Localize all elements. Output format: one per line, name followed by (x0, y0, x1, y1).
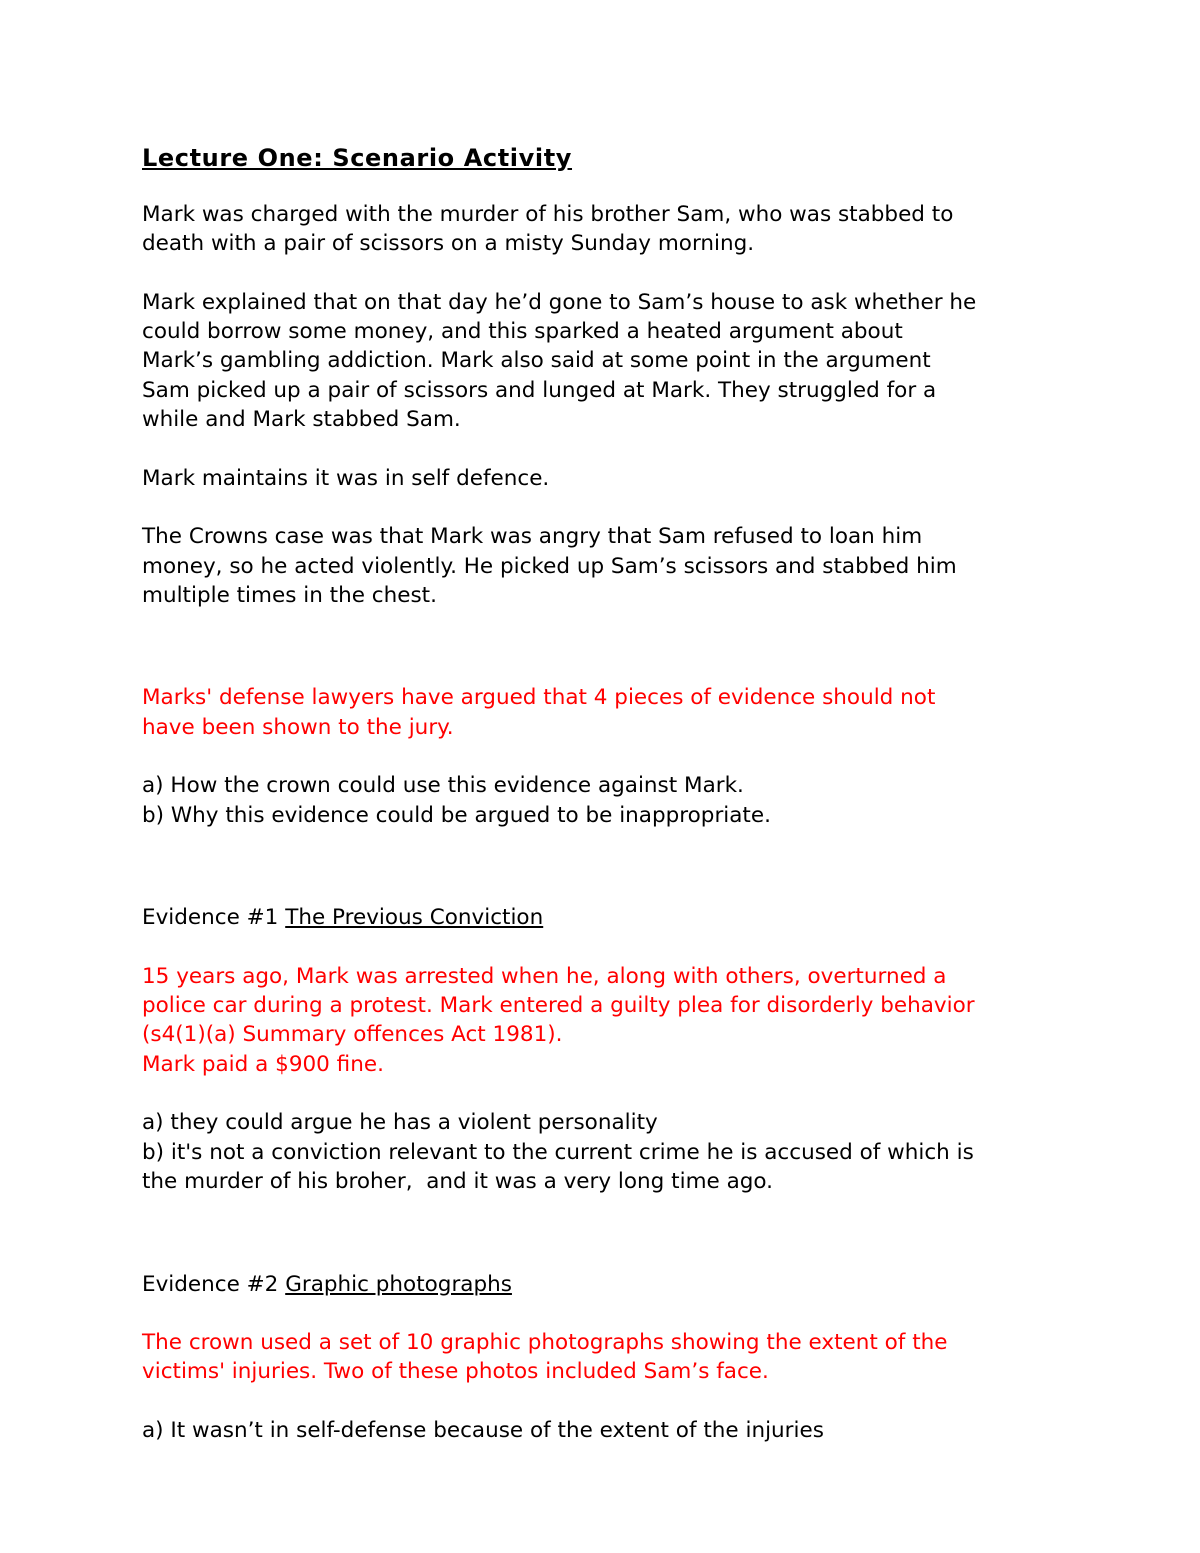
evidence-1-description (142, 962, 1082, 1079)
evidence-title: Graphic photographs (285, 1271, 512, 1297)
text-line: have been shown to the jury. (142, 714, 454, 740)
text-line: The crown used a set of 10 graphic photographs showing the extent of the (142, 1330, 948, 1356)
paragraph-gap (142, 1079, 1082, 1108)
paragraph-gap (142, 610, 1082, 654)
evidence-prefix: Evidence #2 (142, 1271, 286, 1297)
text-line: Marks' defense lawyers have argued that 4 pieces of evidence should not (142, 685, 936, 711)
intro-paragraph-1 (142, 200, 1082, 259)
intro-paragraph-2 (142, 288, 1082, 434)
paragraph-gap (142, 1299, 1082, 1328)
paragraph-gap (142, 493, 1082, 522)
paragraph-gap (142, 654, 1082, 683)
evidence-1-answers (142, 1108, 1082, 1196)
text-line: death with a pair of scissors on a misty Sunday morning. (142, 231, 755, 257)
intro-paragraph-4 (142, 522, 1082, 610)
paragraph-gap (142, 1387, 1082, 1416)
paragraph-gap (142, 830, 1082, 874)
evidence-1-heading (142, 903, 1082, 932)
document-title: Lecture One: Scenario Activity (142, 144, 573, 172)
evidence-2-answers (142, 1416, 1082, 1445)
question-line: b) Why this evidence could be argued to be inappropriate. (142, 802, 771, 828)
text-line: victims' injuries. Two of these photos included Sam’s face. (142, 1359, 769, 1385)
text-line: money, so he acted violently. He picked up Sam’s scissors and stabbed him (142, 553, 957, 579)
document-body (142, 140, 1082, 1445)
text-line: police car during a protest. Mark entered a guilty plea for disorderly behavior (142, 993, 975, 1019)
paragraph-gap (142, 874, 1082, 903)
text-line: (s4(1)(a) Summary offences Act 1981). (142, 1022, 563, 1048)
text-line: Mark was charged with the murder of his brother Sam, who was stabbed to (142, 202, 954, 227)
paragraph-gap (142, 742, 1082, 771)
evidence-2-description (142, 1328, 1082, 1387)
answer-line: b) it's not a conviction relevant to the current crime he is accused of which is (142, 1139, 974, 1165)
paragraph-gap (142, 1196, 1082, 1240)
text-line: 15 years ago, Mark was arrested when he, along with others, overturned a (142, 963, 947, 989)
text-line: Mark maintains it was in self defence. (142, 465, 550, 491)
text-line: multiple times in the chest. (142, 582, 437, 608)
text-line: could borrow some money, and this sparked a heated argument about (142, 319, 903, 345)
task-instruction (142, 683, 1082, 742)
intro-paragraph-3 (142, 464, 1082, 493)
answer-line: the murder of his broher, and it was a very long time ago. (142, 1168, 774, 1194)
paragraph-gap (142, 434, 1082, 463)
text-line: The Crowns case was that Mark was angry that Sam refused to loan him (142, 524, 923, 550)
paragraph-gap (142, 259, 1082, 288)
text-line: Mark explained that on that day he’d gone to Sam’s house to ask whether he (142, 289, 977, 315)
evidence-prefix: Evidence #1 (142, 905, 286, 931)
task-questions (142, 771, 1082, 830)
answer-line: a) they could argue he has a violent personality (142, 1110, 658, 1136)
evidence-2-heading (142, 1270, 1082, 1299)
answer-line: a) It wasn’t in self-defense because of the extent of the injuries (142, 1417, 824, 1443)
paragraph-gap (142, 1240, 1082, 1269)
text-line: Mark paid a $900 fine. (142, 1051, 384, 1077)
evidence-title: The Previous Conviction (285, 905, 544, 931)
text-line: while and Mark stabbed Sam. (142, 407, 461, 433)
text-line: Mark’s gambling addiction. Mark also said at some point in the argument (142, 348, 931, 374)
text-line: Sam picked up a pair of scissors and lunged at Mark. They struggled for a (142, 377, 937, 403)
paragraph-gap (142, 933, 1082, 962)
question-line: a) How the crown could use this evidence against Mark. (142, 773, 744, 799)
